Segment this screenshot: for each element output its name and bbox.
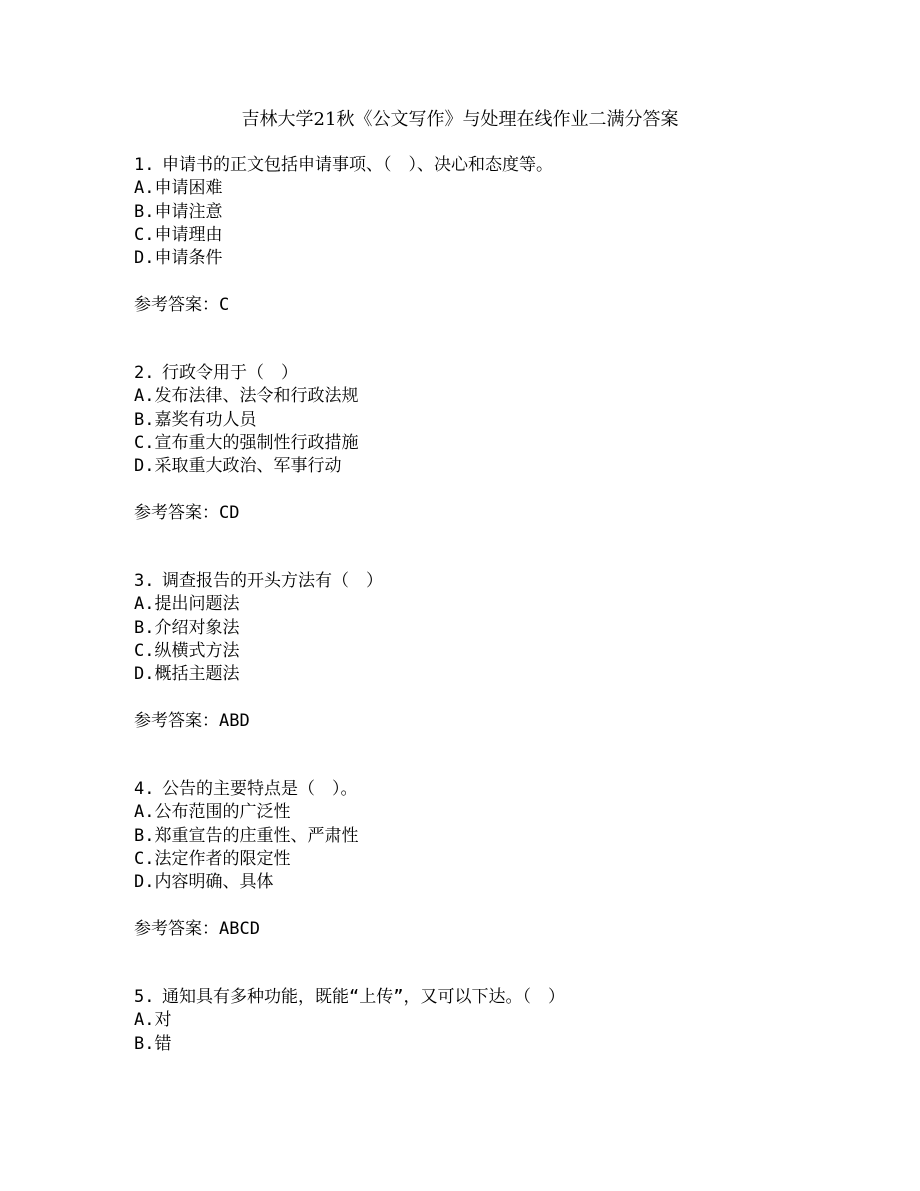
question-3 bbox=[134, 570, 874, 734]
option-a: A.对 bbox=[134, 1010, 172, 1031]
option-b: B.申请注意 bbox=[134, 201, 223, 222]
option-c: C.申请理由 bbox=[134, 224, 223, 245]
question-text bbox=[134, 154, 874, 177]
question-number: 3. bbox=[134, 571, 155, 591]
question-number: 2. bbox=[134, 363, 155, 383]
question-text bbox=[134, 778, 874, 801]
question-4 bbox=[134, 778, 874, 942]
reference-answer: 参考答案：C bbox=[134, 295, 230, 316]
document-title: 吉林大学21秋《公文写作》与处理在线作业二满分答案 bbox=[241, 109, 679, 130]
option-b: B.郑重宣告的庄重性、严肃性 bbox=[134, 825, 359, 846]
question-5 bbox=[134, 986, 874, 1056]
question-text bbox=[134, 570, 874, 593]
question-stem: 公告的主要特点是（ ）。 bbox=[162, 779, 358, 799]
question-stem: 申请书的正文包括申请事项、（ ）、决心和态度等。 bbox=[162, 155, 553, 175]
question-2 bbox=[134, 362, 874, 526]
option-a: A.提出问题法 bbox=[134, 594, 240, 615]
question-stem: 调查报告的开头方法有（ ） bbox=[162, 571, 383, 591]
option-c: C.宣布重大的强制性行政措施 bbox=[134, 432, 359, 453]
option-b: B.错 bbox=[134, 1033, 172, 1054]
option-a: A.申请困难 bbox=[134, 178, 223, 199]
option-a: A.发布法律、法令和行政法规 bbox=[134, 386, 359, 407]
question-stem: 行政令用于（ ） bbox=[162, 363, 298, 383]
reference-answer: 参考答案：ABCD bbox=[134, 919, 260, 940]
option-c: C.纵横式方法 bbox=[134, 640, 240, 661]
question-text bbox=[134, 362, 874, 385]
option-a: A.公布范围的广泛性 bbox=[134, 802, 291, 823]
option-d: D.申请条件 bbox=[134, 248, 223, 269]
option-b: B.介绍对象法 bbox=[134, 617, 240, 638]
question-1 bbox=[134, 154, 874, 318]
question-text bbox=[134, 986, 874, 1009]
question-number: 1. bbox=[134, 155, 155, 175]
question-stem: 通知具有多种功能，既能“上传”，又可以下达。（ ） bbox=[162, 987, 565, 1007]
option-d: D.内容明确、具体 bbox=[134, 872, 274, 893]
option-d: D.采取重大政治、军事行动 bbox=[134, 456, 342, 477]
question-number: 5. bbox=[134, 987, 155, 1007]
reference-answer: 参考答案：CD bbox=[134, 503, 240, 524]
option-b: B.嘉奖有功人员 bbox=[134, 409, 257, 430]
option-c: C.法定作者的限定性 bbox=[134, 848, 291, 869]
question-number: 4. bbox=[134, 779, 155, 799]
option-d: D.概括主题法 bbox=[134, 664, 240, 685]
reference-answer: 参考答案：ABD bbox=[134, 711, 250, 732]
